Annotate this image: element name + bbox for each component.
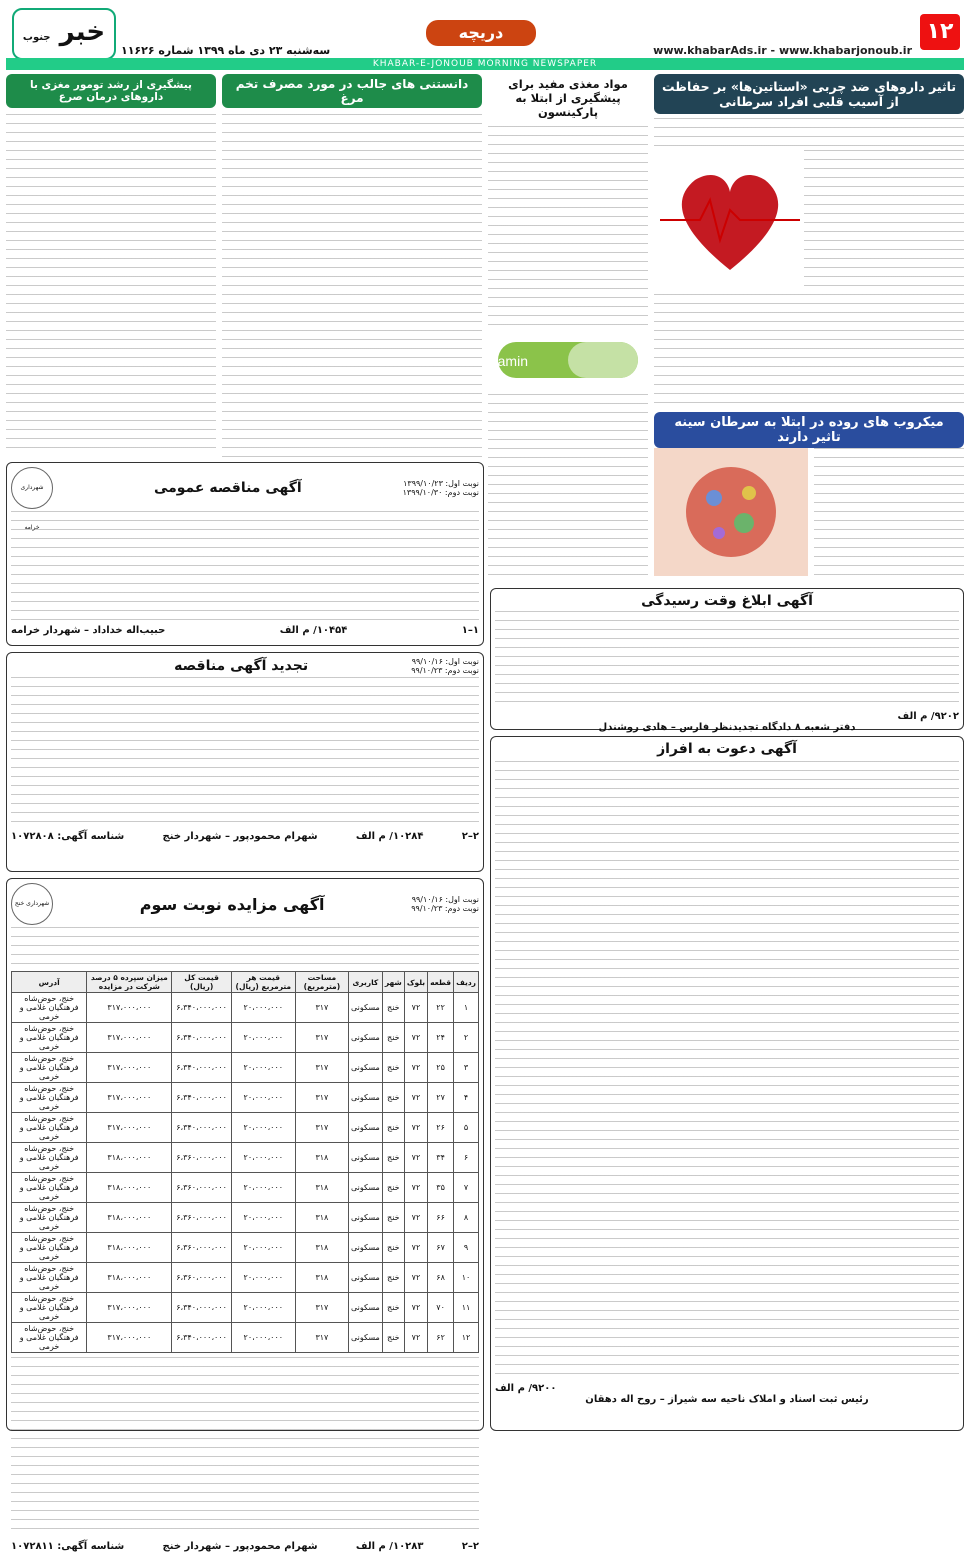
tender1-first-round: نوبت اول: ۱۳۹۹/۱۰/۲۳ bbox=[403, 479, 479, 488]
auction-cell: ۶،۳۴۰،۰۰۰،۰۰۰ bbox=[172, 1053, 231, 1083]
auction-cell: ۶،۳۴۰،۰۰۰،۰۰۰ bbox=[172, 1113, 231, 1143]
auction-row bbox=[12, 1323, 479, 1353]
english-banner: KHABAR-E-JONOUB MORNING NEWSPAPER bbox=[6, 58, 964, 70]
kharameh-emblem bbox=[11, 467, 53, 531]
auction-cell: خنج bbox=[382, 1173, 404, 1203]
tender1-body bbox=[11, 511, 479, 621]
auction-col-header: قطعه bbox=[428, 972, 454, 993]
auction-cell: ۷۲ bbox=[404, 1053, 427, 1083]
auction-row bbox=[12, 993, 479, 1023]
masthead bbox=[6, 6, 964, 58]
auction-org: شهرداری خنج bbox=[14, 900, 50, 907]
auction-cell: ۷۲ bbox=[404, 1173, 427, 1203]
auction-col-header: قیمت کل (ریال) bbox=[172, 972, 231, 993]
auction-cell: خنج، حوض‌شاه فرهنگیان غلامی و خرمی bbox=[12, 993, 87, 1023]
auction-cell: ۲۵ bbox=[428, 1053, 454, 1083]
auction-row bbox=[12, 1143, 479, 1173]
auction-cell: ۳۱۸ bbox=[295, 1233, 348, 1263]
tender2-signature: شهرام محمودپور – شهردار خنج bbox=[162, 831, 318, 842]
auction-cell: خنج، حوض‌شاه فرهنگیان غلامی و خرمی bbox=[12, 1203, 87, 1233]
auction-cell: مسکونی bbox=[348, 1083, 382, 1113]
auction-cell: خنج، حوض‌شاه فرهنگیان غلامی و خرمی bbox=[12, 1293, 87, 1323]
auction-col-header: کاربری bbox=[348, 972, 382, 993]
section-title: دریچه bbox=[426, 20, 536, 46]
auction-row bbox=[12, 1203, 479, 1233]
statins-body-left bbox=[804, 150, 964, 290]
auction-cell: ۳۱۸،۰۰۰،۰۰۰ bbox=[87, 1173, 172, 1203]
auction-cell: ۲۰،۰۰۰،۰۰۰ bbox=[231, 1293, 295, 1323]
court-signature: دفتر شعبه ۸ دادگاه تجدیدنظر فارس – هادی روشندل bbox=[598, 722, 856, 733]
court-title: آگهی ابلاغ وقت رسیدگی bbox=[641, 593, 813, 609]
parkinson-title: مواد مغذی مفید برای پیشگیری از ابتلا به پارکینسون bbox=[508, 77, 628, 119]
invitation-code: ۹۲۰۰/ م الف bbox=[495, 1383, 557, 1394]
auction-cell: ۳۱۸،۰۰۰،۰۰۰ bbox=[87, 1233, 172, 1263]
auction-cell: ۳۴ bbox=[428, 1143, 454, 1173]
auction-cell: ۳۱۷،۰۰۰،۰۰۰ bbox=[87, 1323, 172, 1353]
auction-col-header: شهر bbox=[382, 972, 404, 993]
brain-tumor-body bbox=[6, 114, 216, 454]
auction-row bbox=[12, 1083, 479, 1113]
logo-sub: جنوب bbox=[22, 32, 51, 43]
auction-cell: ۲۰،۰۰۰،۰۰۰ bbox=[231, 1083, 295, 1113]
auction-cell: ۶،۳۶۰،۰۰۰،۰۰۰ bbox=[172, 1233, 231, 1263]
auction-cell: ۳۱۷ bbox=[295, 1023, 348, 1053]
heart-illustration bbox=[660, 150, 800, 290]
auction-cell: ۳۱۸ bbox=[295, 1203, 348, 1233]
auction-cell: ۷۲ bbox=[404, 1083, 427, 1113]
auction-cell: ۲۲ bbox=[428, 993, 454, 1023]
auction-cell: ۳۱۸،۰۰۰،۰۰۰ bbox=[87, 1263, 172, 1293]
auction-cell: ۸ bbox=[454, 1203, 479, 1233]
parkinson-body-bottom bbox=[488, 394, 648, 580]
auction-cell: ۶،۳۴۰،۰۰۰،۰۰۰ bbox=[172, 993, 231, 1023]
auction-col-header: ردیف bbox=[454, 972, 479, 993]
tender2-side: ۲–۲ bbox=[461, 831, 479, 842]
auction-cell: ۶،۳۴۰،۰۰۰،۰۰۰ bbox=[172, 1323, 231, 1353]
auction-cell: ۱ bbox=[454, 993, 479, 1023]
auction-cell: ۶،۳۴۰،۰۰۰،۰۰۰ bbox=[172, 1293, 231, 1323]
eggs-title: دانستنی های جالب در مورد مصرف تخم مرغ bbox=[222, 74, 482, 108]
auction-cell: ۷۲ bbox=[404, 1023, 427, 1053]
auction-cell: ۲۰،۰۰۰،۰۰۰ bbox=[231, 1233, 295, 1263]
auction-cell: ۳۱۷،۰۰۰،۰۰۰ bbox=[87, 993, 172, 1023]
auction-cell: مسکونی bbox=[348, 1143, 382, 1173]
tender2-ad-number: شناسه آگهی: ۱۰۷۲۸۰۸ bbox=[11, 831, 125, 842]
issue-date: سه‌شنبه ۲۳ دی ماه ۱۳۹۹ شماره ۱۱۶۲۶ bbox=[121, 44, 331, 57]
page-number: ۱۲ bbox=[920, 14, 960, 50]
tender2-first-round: نوبت اول: ۹۹/۱۰/۱۶ bbox=[411, 657, 479, 666]
auction-cell: خنج bbox=[382, 1143, 404, 1173]
tender2-second-round: نوبت دوم: ۹۹/۱۰/۲۳ bbox=[411, 666, 479, 675]
auction-cell: خنج bbox=[382, 1293, 404, 1323]
auction-cell: ۳۱۷ bbox=[295, 1113, 348, 1143]
website-urls[interactable]: www.khabarAds.ir - www.khabarjonoub.ir bbox=[653, 44, 912, 57]
auction-cell: ۳۱۸ bbox=[295, 1173, 348, 1203]
auction-col-header: میزان سپرده ۵ درصد شرکت در مزایده bbox=[87, 972, 172, 993]
auction-cell: مسکونی bbox=[348, 1323, 382, 1353]
auction-cell: ۷۲ bbox=[404, 1233, 427, 1263]
auction-cell: خنج bbox=[382, 1023, 404, 1053]
statins-article bbox=[654, 74, 964, 404]
auction-cell: ۶،۳۴۰،۰۰۰،۰۰۰ bbox=[172, 1023, 231, 1053]
auction-cell: ۷ bbox=[454, 1173, 479, 1203]
auction-cell: ۳۱۷ bbox=[295, 1053, 348, 1083]
auction-cell: خنج، حوض‌شاه فرهنگیان غلامی و خرمی bbox=[12, 1053, 87, 1083]
auction-cell: خنج bbox=[382, 1323, 404, 1353]
auction-col-header: قیمت هر مترمربع (ریال) bbox=[231, 972, 295, 993]
invitation-title: آگهی دعوت به افراز bbox=[657, 741, 797, 757]
auction-cell: ۲۷ bbox=[428, 1083, 454, 1113]
invitation-signature: رئیس ثبت اسناد و املاک ناحیه سه شیراز – روح اله دهقان bbox=[585, 1394, 869, 1405]
auction-cell: مسکونی bbox=[348, 1233, 382, 1263]
auction-cell: ۶۶ bbox=[428, 1203, 454, 1233]
auction-cell: ۲۰،۰۰۰،۰۰۰ bbox=[231, 1053, 295, 1083]
auction-col-header: آدرس bbox=[12, 972, 87, 993]
auction-cell: ۳۱۸ bbox=[295, 1263, 348, 1293]
microbes-title: میکروب های روده در ابتلا به سرطان سینه تاثیر دارند bbox=[654, 412, 964, 448]
auction-cell: ۹ bbox=[454, 1233, 479, 1263]
auction-cell: ۶،۳۶۰،۰۰۰،۰۰۰ bbox=[172, 1203, 231, 1233]
auction-cell: ۲۰،۰۰۰،۰۰۰ bbox=[231, 1023, 295, 1053]
auction-cell: خنج، حوض‌شاه فرهنگیان غلامی و خرمی bbox=[12, 1083, 87, 1113]
auction-cell: ۲۰،۰۰۰،۰۰۰ bbox=[231, 993, 295, 1023]
auction-col-header: بلوک bbox=[404, 972, 427, 993]
auction-cell: ۷۲ bbox=[404, 1143, 427, 1173]
auction-cell: ۶ bbox=[454, 1143, 479, 1173]
auction-cell: ۷۲ bbox=[404, 1203, 427, 1233]
auction-code: ۱۰۲۸۳/ م الف bbox=[355, 1541, 424, 1552]
auction-row bbox=[12, 1233, 479, 1263]
tender1-second-round: نوبت دوم: ۱۳۹۹/۱۰/۳۰ bbox=[402, 488, 479, 497]
auction-cell: ۳۱۷،۰۰۰،۰۰۰ bbox=[87, 1293, 172, 1323]
auction-cell: ۶،۳۶۰،۰۰۰،۰۰۰ bbox=[172, 1263, 231, 1293]
tender2-body bbox=[11, 677, 479, 827]
court-ad bbox=[490, 588, 964, 733]
logo-text: خبر bbox=[59, 17, 106, 47]
auction-cell: خنج، حوض‌شاه فرهنگیان غلامی و خرمی bbox=[12, 1233, 87, 1263]
eggs-body bbox=[222, 114, 482, 484]
auction-cell: ۶،۳۴۰،۰۰۰،۰۰۰ bbox=[172, 1083, 231, 1113]
auction-cell: ۲۰،۰۰۰،۰۰۰ bbox=[231, 1113, 295, 1143]
auction-cell: ۷۲ bbox=[404, 1323, 427, 1353]
auction-table bbox=[11, 971, 479, 1353]
auction-cell: ۲۰،۰۰۰،۰۰۰ bbox=[231, 1323, 295, 1353]
auction-row bbox=[12, 1173, 479, 1203]
auction-side: ۲–۲ bbox=[461, 1541, 479, 1552]
auction-cell: ۷۲ bbox=[404, 1263, 427, 1293]
brain-tumor-title: پیشگیری از رشد تومور مغزی با داروهای درمان صرع bbox=[6, 74, 216, 108]
khonj-emblem bbox=[11, 883, 53, 925]
auction-cell: ۲۰،۰۰۰،۰۰۰ bbox=[231, 1173, 295, 1203]
auction-cell: خنج، حوض‌شاه فرهنگیان غلامی و خرمی bbox=[12, 1323, 87, 1353]
auction-cell: خنج bbox=[382, 1203, 404, 1233]
court-body bbox=[495, 611, 959, 709]
auction-cell: ۳۱۸ bbox=[295, 1143, 348, 1173]
auction-row bbox=[12, 1053, 479, 1083]
auction-cell: ۳۱۸،۰۰۰،۰۰۰ bbox=[87, 1203, 172, 1233]
tender-ad-khonj bbox=[6, 652, 484, 872]
auction-cell: ۳۱۷،۰۰۰،۰۰۰ bbox=[87, 1023, 172, 1053]
auction-cell: مسکونی bbox=[348, 1263, 382, 1293]
auction-cell: خنج، حوض‌شاه فرهنگیان غلامی و خرمی bbox=[12, 1173, 87, 1203]
statins-body-top bbox=[654, 118, 964, 148]
auction-cell: ۷۲ bbox=[404, 993, 427, 1023]
auction-row bbox=[12, 1023, 479, 1053]
auction-cell: ۲۰،۰۰۰،۰۰۰ bbox=[231, 1203, 295, 1233]
auction-cell: ۳ bbox=[454, 1053, 479, 1083]
newspaper-logo bbox=[12, 8, 116, 60]
auction-cell: ۶۸ bbox=[428, 1263, 454, 1293]
auction-title: آگهی مزایده نوبت سوم bbox=[139, 894, 325, 914]
auction-cell: خنج، حوض‌شاه فرهنگیان غلامی و خرمی bbox=[12, 1263, 87, 1293]
statins-title: تاثیر داروهای ضد چربی «استاتین‌ها» بر حفاظت از آسیب قلبی افراد سرطانی bbox=[654, 74, 964, 114]
auction-cell: خنج، حوض‌شاه فرهنگیان غلامی و خرمی bbox=[12, 1023, 87, 1053]
tender-ad-kharameh bbox=[6, 462, 484, 646]
auction-row bbox=[12, 1113, 479, 1143]
auction-cell: ۳۱۷ bbox=[295, 1293, 348, 1323]
auction-cell: مسکونی bbox=[348, 1113, 382, 1143]
auction-cell: ۳۱۷،۰۰۰،۰۰۰ bbox=[87, 1083, 172, 1113]
auction-cell: ۳۱۷ bbox=[295, 1083, 348, 1113]
auction-cell: ۴ bbox=[454, 1083, 479, 1113]
tender2-code: ۱۰۲۸۴/ م الف bbox=[355, 831, 424, 842]
auction-cell: ۳۱۷ bbox=[295, 1323, 348, 1353]
microbes-illustration bbox=[654, 448, 808, 576]
auction-cell: خنج bbox=[382, 1083, 404, 1113]
vitamin-label: Vitamin bbox=[481, 353, 528, 369]
auction-cell: ۶،۳۶۰،۰۰۰،۰۰۰ bbox=[172, 1143, 231, 1173]
auction-cell: مسکونی bbox=[348, 1173, 382, 1203]
auction-cell: ۳۵ bbox=[428, 1173, 454, 1203]
auction-cell: ۱۰ bbox=[454, 1263, 479, 1293]
court-code: ۹۲۰۲/ م الف bbox=[897, 711, 959, 722]
auction-cell: ۳۱۷،۰۰۰،۰۰۰ bbox=[87, 1053, 172, 1083]
auction-cell: ۲۰،۰۰۰،۰۰۰ bbox=[231, 1263, 295, 1293]
auction-cell: خنج bbox=[382, 1233, 404, 1263]
auction-cell: ۳۱۷ bbox=[295, 993, 348, 1023]
invitation-body bbox=[495, 761, 959, 1381]
auction-signature: شهرام محمودپور – شهردار خنج bbox=[162, 1541, 318, 1552]
tender1-code: ۱۰۴۵۴/ م الف bbox=[279, 625, 348, 636]
tender1-org: شهرداری خرامه bbox=[20, 484, 44, 531]
auction-cell: مسکونی bbox=[348, 1203, 382, 1233]
auction-col-header: مساحت (مترمربع) bbox=[295, 972, 348, 993]
auction-cell: ۷۲ bbox=[404, 1293, 427, 1323]
auction-cell: ۶۲ bbox=[428, 1323, 454, 1353]
statins-body-bottom bbox=[654, 294, 964, 404]
auction-cell: مسکونی bbox=[348, 1053, 382, 1083]
auction-cell: ۱۲ bbox=[454, 1323, 479, 1353]
auction-row bbox=[12, 1293, 479, 1323]
tender1-side: ۱–۱ bbox=[461, 625, 479, 636]
tender2-title: تجدید آگهی مناقصه bbox=[174, 658, 309, 674]
auction-cell: ۳۱۷،۰۰۰،۰۰۰ bbox=[87, 1113, 172, 1143]
tender1-signature: حبیب‌اله خداداد – شهردار خرامه bbox=[11, 625, 166, 636]
auction-cell: ۱۱ bbox=[454, 1293, 479, 1323]
microbes-body-right bbox=[814, 448, 964, 576]
auction-cell: مسکونی bbox=[348, 993, 382, 1023]
auction-ad bbox=[6, 878, 484, 1552]
auction-cell: مسکونی bbox=[348, 1023, 382, 1053]
auction-intro bbox=[11, 927, 479, 967]
parkinson-body-top bbox=[488, 126, 648, 326]
auction-cell: خنج bbox=[382, 1113, 404, 1143]
auction-terms bbox=[11, 1357, 479, 1537]
auction-cell: ۷۲ bbox=[404, 1113, 427, 1143]
auction-cell: ۷۰ bbox=[428, 1293, 454, 1323]
auction-second-round: نوبت دوم: ۹۹/۱۰/۲۳ bbox=[411, 904, 479, 913]
auction-cell: ۳۱۸،۰۰۰،۰۰۰ bbox=[87, 1143, 172, 1173]
auction-cell: خنج، حوض‌شاه فرهنگیان غلامی و خرمی bbox=[12, 1113, 87, 1143]
tender1-title: آگهی مناقصه عمومی bbox=[153, 480, 302, 496]
auction-cell: ۶۷ bbox=[428, 1233, 454, 1263]
auction-cell: خنج bbox=[382, 1263, 404, 1293]
auction-cell: خنج bbox=[382, 993, 404, 1023]
auction-cell: ۲۰،۰۰۰،۰۰۰ bbox=[231, 1143, 295, 1173]
auction-ad-number: شناسه آگهی: ۱۰۷۲۸۱۱ bbox=[11, 1541, 125, 1552]
auction-first-round: نوبت اول: ۹۹/۱۰/۱۶ bbox=[411, 895, 479, 904]
invitation-ad bbox=[490, 736, 964, 1431]
auction-cell: خنج، حوض‌شاه فرهنگیان غلامی و خرمی bbox=[12, 1143, 87, 1173]
auction-cell: ۶،۳۶۰،۰۰۰،۰۰۰ bbox=[172, 1173, 231, 1203]
vitamin-capsule-image bbox=[481, 330, 648, 390]
brain-tumor-article bbox=[6, 74, 216, 454]
auction-cell: ۵ bbox=[454, 1113, 479, 1143]
auction-cell: ۲۶ bbox=[428, 1113, 454, 1143]
auction-cell: ۲۴ bbox=[428, 1023, 454, 1053]
auction-cell: مسکونی bbox=[348, 1293, 382, 1323]
auction-row bbox=[12, 1263, 479, 1293]
auction-cell: خنج bbox=[382, 1053, 404, 1083]
auction-cell: ۲ bbox=[454, 1023, 479, 1053]
